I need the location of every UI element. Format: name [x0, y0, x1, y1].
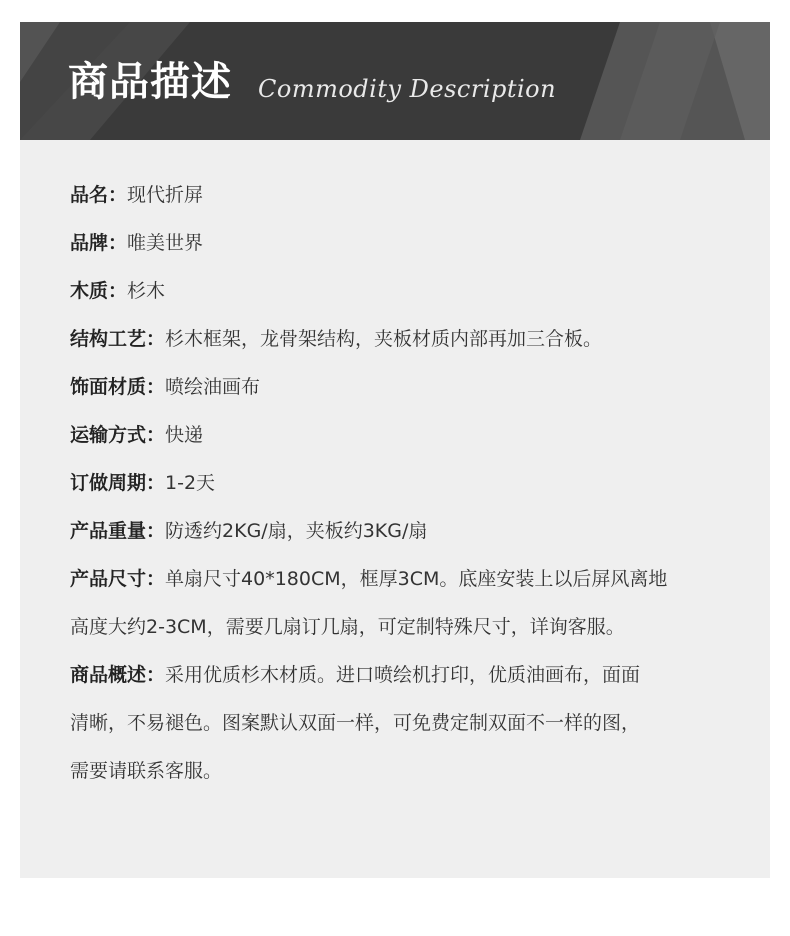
detail-value: 唯美世界 [127, 232, 204, 254]
detail-value: 1-2天 [165, 472, 216, 494]
header-banner [20, 22, 770, 140]
description-panel [20, 140, 770, 878]
detail-overview [70, 657, 740, 705]
detail-value: 快递 [165, 424, 204, 446]
detail-label: 订做周期： [70, 472, 166, 494]
detail-wood [70, 273, 740, 321]
detail-value: 杉木框架，龙骨架结构，夹板材质内部再加三合板。 [165, 328, 603, 350]
detail-label: 饰面材质： [70, 376, 166, 398]
detail-label: 商品概述： [70, 664, 166, 686]
detail-label: 品牌： [70, 232, 128, 254]
detail-finish [70, 369, 740, 417]
detail-value: 喷绘油画布 [165, 376, 261, 398]
detail-overview-continued: 需要请联系客服。 [70, 760, 223, 782]
detail-label: 品名： [70, 184, 128, 206]
detail-label: 结构工艺： [70, 328, 166, 350]
page-subtitle: Commodity Description [258, 75, 557, 103]
detail-name [70, 177, 740, 225]
detail-size-continued: 高度大约2-3CM，需要几扇订几扇，可定制特殊尺寸，详询客服。 [70, 616, 625, 638]
detail-label: 木质： [70, 280, 128, 302]
detail-weight [70, 513, 740, 561]
detail-label: 运输方式： [70, 424, 166, 446]
detail-lead-time [70, 465, 740, 513]
detail-value: 防透约2KG/扇，夹板约3KG/扇 [165, 520, 428, 542]
detail-shipping [70, 417, 740, 465]
detail-brand [70, 225, 740, 273]
detail-label: 产品尺寸： [70, 568, 166, 590]
detail-value: 采用优质杉木材质。进口喷绘机打印，优质油画布，面面 [165, 664, 641, 686]
detail-value: 现代折屏 [127, 184, 204, 206]
detail-craft [70, 321, 740, 369]
page-title: 商品描述 [68, 59, 232, 105]
detail-overview-continued: 清晰，不易褪色。图案默认双面一样，可免费定制双面不一样的图， [70, 712, 641, 734]
detail-value: 单扇尺寸40*180CM，框厚3CM。底座安装上以后屏风离地 [165, 568, 668, 590]
detail-size [70, 561, 740, 609]
detail-value: 杉木 [127, 280, 166, 302]
detail-label: 产品重量： [70, 520, 166, 542]
